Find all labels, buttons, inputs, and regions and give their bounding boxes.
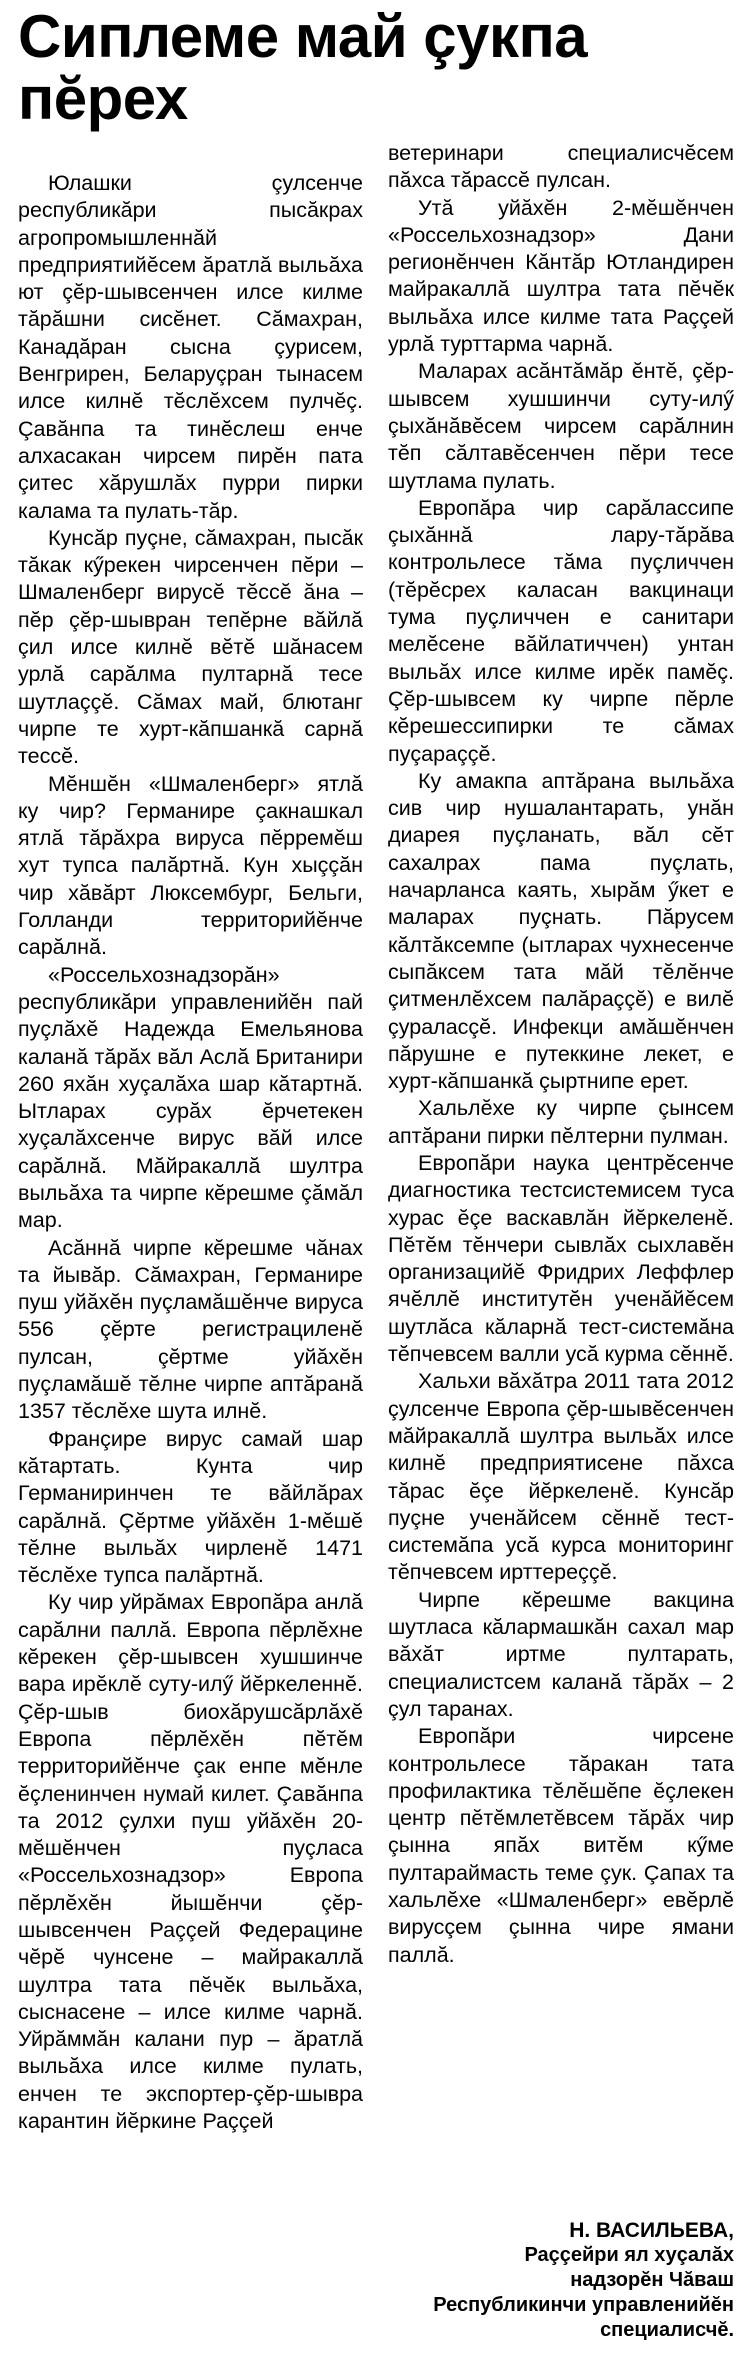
article-paragraph: Хальлĕхе ку чирпе çынсем аптăрани пирки пĕлтерни пулман. xyxy=(388,1096,734,1148)
article-paragraph: Европăри наука центрĕсенче диагностика тестсистемисем туса хурас ĕçе васкавлăн йĕркеленĕ. Пĕтĕм тĕнчери сывлăх сыхлавĕн организацийĕ Фридрих Леффлер ячĕллĕ институтĕн ученăйĕсем шутлăса кăларнă тест-системăна тĕпчевсем валли усă курма сĕннĕ. xyxy=(388,1150,734,1367)
author-title-line: Республикинчи управленийĕн специалисчĕ. xyxy=(433,2294,734,2341)
author-title-line: надзорĕн Чăваш xyxy=(570,2269,734,2291)
article-paragraph: Чирпе кĕрешме вакцина шутласа кăлармашкăн сахал мар вăхăт иртме пултарать, специалистсем каланă тăрăх – 2 çул таранах. xyxy=(388,1587,734,1721)
article-headline: Сиплеме май çукпа пĕрех xyxy=(18,3,588,132)
article-paragraph: Франçире вирус самай шар кăтартать. Кунта чир Германиринчен те вăйлăрах сарăлнă. Çĕртме уйăхĕн 1-мĕшĕ тĕлне выльăх чирленĕ 1471 тĕслĕхе тупса палăртнă. xyxy=(18,1426,363,1588)
article-paragraph: Ку амакпа аптăрана выльăха сив чир нушалантарать, унăн диарея пуçланать, вăл сĕт сахалрах пама пуçлать, начарланса каять, хырăм ӳкет е малараx пуçнать. Пăрусем кăлтăксемпе (ытларах чухнесенче сыпăксем тата мăй тĕлĕнче çитменлĕхсем палăраççĕ) е вилĕ çураласçĕ. Инфекци амăшĕнчен пăрушне е путеккине лекет, е хурт-кăпшанкă çыртнипе ерет. xyxy=(388,768,734,1094)
article-paragraph: Европăра чир сарăлассипе çыхăннă лару-тăрăва контрольлесе тăма пуçличчен (тĕрĕсрех каласан вакцинаци тума пуçличчен е санитари мелĕсене вăйлатиччен) унтан выльăх илсе килме ирĕк памĕç. Çĕр-шывсем ку чирпе пĕрле кĕрешессипирки те сăмах пуçараççĕ. xyxy=(388,495,734,766)
article-paragraph: Утă уйăхĕн 2-мĕшĕнчен «Россельхознадзор» Дани регионĕнчен Кăнтăр Ютландирен майракаллă шултра тата пĕчĕк выльăха илсе килме тата Раççей урлă турттарма чарнă. xyxy=(388,195,734,357)
article-paragraph: Кунсăр пуçне, сăмахран, пысăк тăкак кӳрекен чирсенчен пĕри – Шмаленберг вирусĕ тĕссĕ ăна – пĕр çĕр-шывран тепĕрне вăйлă çил илсе килнĕ вĕтĕ шăнасем урлă сарăлма пултарнă тесе шутлаççĕ. Сăмах май, блютанг чирпе те хурт-кăпшанкă сарнă тессĕ. xyxy=(18,525,363,769)
author-name: Н. ВАСИЛЬЕВА, xyxy=(569,2219,734,2242)
article-paragraph: «Россельхознадзорăн» республикăри управленийĕн пай пуçлăхĕ Надежда Емельянова каланă тăрăх вăл Аслă Британири 260 яхăн хуçалăха шар кăтартнă. Ытларах сурăх ĕрчетекен хуçалăхсенче вирус вăй илсе сарăлнă. Мăйракаллă шултра выльăха та чирпе кĕрешме çăмăл мар. xyxy=(18,962,363,1233)
article-column-right xyxy=(388,140,734,1969)
article-paragraph: Мĕншĕн «Шмаленберг» ятлă ку чир? Германире çакнашкал ятлă тăрăхра вируса пĕрремĕш хут тупса палăртнă. Кун хыççăн чир хăвăрт Люксембург, Бельги, Голланди территорийĕнче сарăлнă. xyxy=(18,771,363,960)
author-signature xyxy=(388,2218,734,2343)
article-paragraph: Маларах асăнтăмăр ĕнтĕ, çĕр-шывсем хушшинчи суту-илӳ çыхăнăвĕсем чирсем сарăлнин тĕп сăлтавĕсенчен пĕри тесе шутлама пулать. xyxy=(388,359,734,493)
article-paragraph: Асăннă чирпе кĕрешме чăнах та йывăр. Сăмахран, Германире пуш уйăхĕн пуçламăшĕнче вируса 556 çĕрте регистрациленĕ пулсан, çĕртме уйăхĕн пуçламăшĕ тĕлне чирпе аптăранă 1357 тĕслĕхе шута илнĕ. xyxy=(18,1235,363,1424)
article-paragraph-continued: ветеринари специалисчĕсем пăхса тăрассĕ пулсан. xyxy=(388,141,734,193)
article-paragraph: Европăри чирсене контрольлесе тăракан тата профилактика тĕлĕшĕпе ĕçлекен центр пĕтĕмлетĕвсем тăрăх чир çынна япăх витĕм кӳме пултараймасть теме çук. Çапах та хальлĕхе «Шмаленберг» евĕрлĕ вирусçем çынна чире ямани паллă. xyxy=(388,1724,734,1967)
article-paragraph: Юлашки çулсенче республикăри пысăкрах агропромышленнăй предприятийĕсем ăратлă выльăха ют çĕр-шывсенчен илсе килме тăрăшни сисĕнет. Сăмахран, Канадăран сысна çурисем, Венгрирен, Беларуçран тынасем илсе килнĕ тĕслĕхсем пулчĕç. Çавăнпа та тинĕслеш енче алхасакан чирсем пирĕн пата çитес хăрушлăх пурри пирки калама та пулать-тăр. xyxy=(18,171,363,523)
article-paragraph: Ку чир уйрăмах Европăра анлă сарăлни паллă. Европа пĕрлĕхне кĕрекен çĕр-шывсен хушшинче вара ирĕклĕ суту-илӳ йĕркеленнĕ. Çĕр-шыв биохăрушсăрлăхĕ Европа пĕрлĕхĕн пĕтĕм территорийĕнче çак енпе мĕнле ĕçленинчен нумай килет. Çавăнпа та 2012 çулхи пуш уйăхĕн 20-мĕшĕнчен пуçласа «Россельхознадзор» Европа пĕрлĕхĕн йышĕнчи çĕр-шывсенчен Раççей Федерацине чĕрĕ чунсене – майракаллă шултра тата пĕчĕк выльăха, сыснасене – илсе килме чарнă. Уйрăммăн калани пур – ăратлă выльăха илсе килме пулать, енчен те экспортер-çĕр-шывра карантин йĕркине Раççей xyxy=(18,1590,363,2134)
article-column-left xyxy=(18,170,363,2135)
article-paragraph: Хальхи вăхăтра 2011 тата 2012 çулсенче Европа çĕр-шывĕсенчен мăйракаллă шултра выльăх илсе килнĕ предприятисене пăхса тăрас ĕçе йĕркеленĕ. Кунсăр пуçне ученăйсем сĕннĕ тест-системăпа усă курса мониторинг тĕпчевсем ирттереççĕ. xyxy=(388,1369,734,1585)
author-title-line: Раççейри ял хуçалăх xyxy=(524,2244,734,2266)
